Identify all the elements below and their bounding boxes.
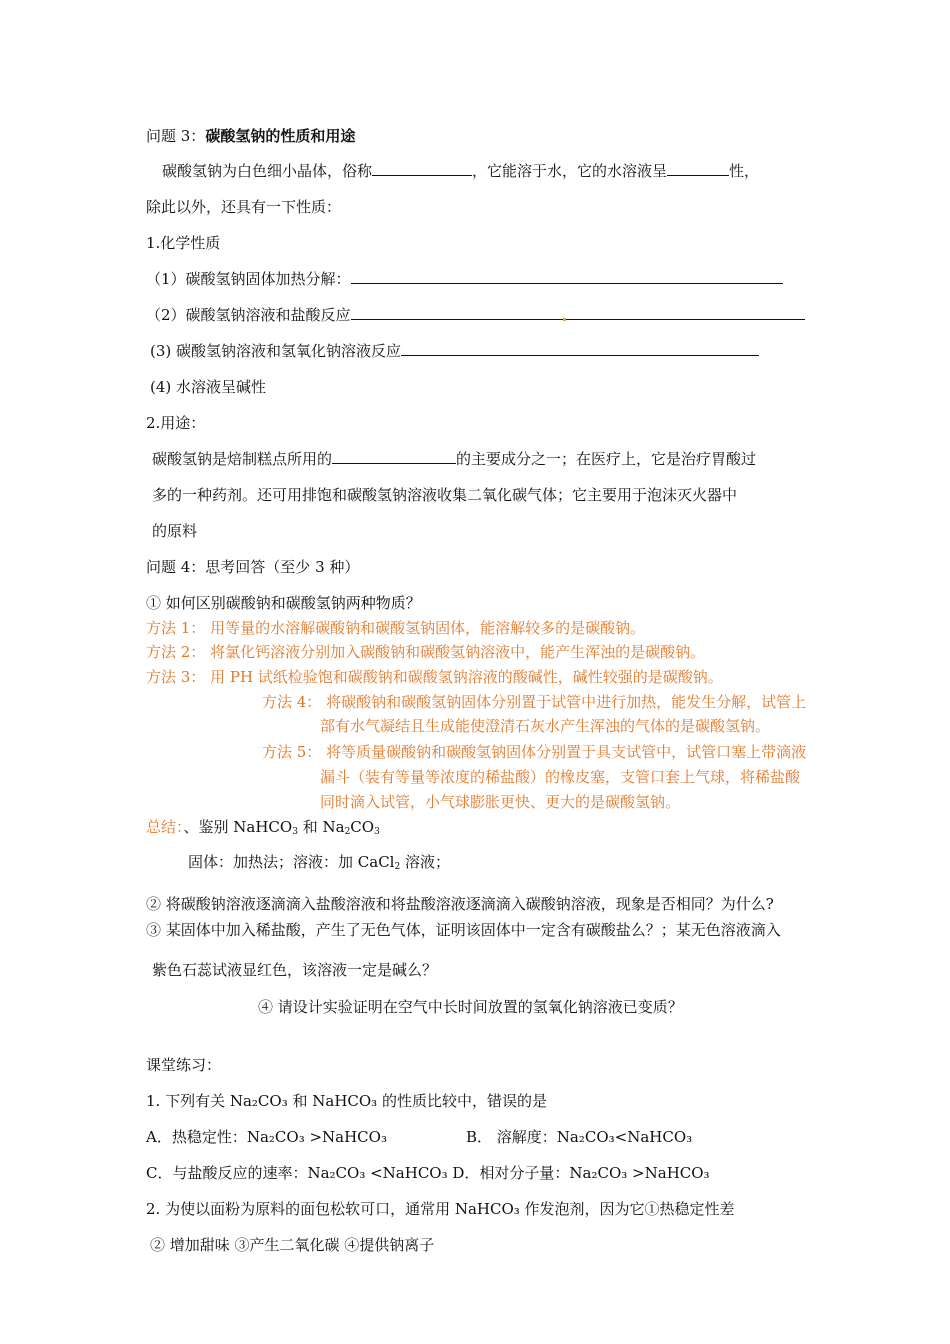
use-heading: 2.用途： bbox=[146, 414, 206, 432]
property-1-text: （1）碳酸氢钠固体加热分解： bbox=[146, 270, 351, 288]
chem-heading: 1.化学性质 bbox=[146, 234, 221, 252]
summary-sub-1: 3 bbox=[292, 827, 298, 837]
practice-q2: 2. 为使以面粉为原料的面包松软可口，通常用 NaHCO₃ 作发泡剂，因为它①热稳定性差 bbox=[146, 1200, 735, 1218]
q4-item-2: ② 将碳酸钠溶液逐滴滴入盐酸溶液和将盐酸溶液逐滴滴入碳酸钠溶液，现象是否相同？为什么? bbox=[146, 895, 774, 913]
q4-item-4: ④ 请设计实验证明在空气中长时间放置的氢氧化钠溶液已变质？ bbox=[258, 998, 683, 1016]
solid-sub: 2 bbox=[394, 862, 401, 872]
property-2 bbox=[146, 305, 805, 325]
summary-text-b: 和 Na bbox=[297, 818, 345, 836]
summary-label: 总结： bbox=[146, 818, 184, 836]
q4-item-3-line-1: ③ 某固体中加入稀盐酸，产生了无色气体，证明该固体中一定含有碳酸盐么？；某无色溶液滴入 bbox=[146, 921, 781, 939]
intro-text-a: 碳酸氢钠为白色细小晶体，俗称 bbox=[162, 162, 373, 180]
stray-mark bbox=[563, 318, 566, 321]
q3-prefix: 问题 3： bbox=[146, 127, 206, 145]
use-line-1 bbox=[152, 449, 756, 469]
summary-sub-3: 3 bbox=[374, 827, 380, 837]
blank-common-name[interactable] bbox=[372, 161, 472, 176]
q3-title: 碳酸氢钠的性质和用途 bbox=[205, 127, 356, 145]
summary-method bbox=[188, 852, 450, 872]
method-4-line-1: 方法 4： 将碳酸钠和碳酸氢钠固体分别置于试管中进行加热，能发生分解，试管上 bbox=[262, 693, 807, 711]
method-4-line-2: 部有水气凝结且生成能使澄清石灰水产生浑浊的气体的是碳酸氢钠。 bbox=[320, 717, 771, 735]
method-5-line-2: 漏斗（装有等量等浓度的稀盐酸）的橡皮塞，支管口套上气球，将稀盐酸 bbox=[320, 768, 801, 786]
property-4: (4) 水溶液呈碱性 bbox=[150, 378, 267, 396]
solid-text-a: 固体：加热法；溶液：加 CaCl bbox=[188, 853, 395, 871]
use-line-2: 多的一种药剂。还可用排饱和碳酸氢钠溶液收集二氧化碳气体；它主要用于泡沫灭火器中 bbox=[152, 486, 738, 504]
blank-solution-property[interactable] bbox=[667, 161, 729, 176]
q4-item-1: ① 如何区别碳酸钠和碳酸氢钠两种物质？ bbox=[146, 594, 421, 612]
practice-q1-option-b: B． 溶解度：Na₂CO₃<NaHCO₃ bbox=[466, 1128, 693, 1146]
intro-text-b: ，它能溶于水，它的水溶液呈 bbox=[472, 162, 668, 180]
summary bbox=[146, 817, 380, 837]
method-5-line-1: 方法 5： 将等质量碳酸钠和碳酸氢钠固体分别置于具支试管中，试管口塞上带滴液 bbox=[262, 743, 807, 761]
use-line-3: 的原料 bbox=[152, 522, 198, 540]
practice-q1-option-a: A．热稳定性：Na₂CO₃ >NaHCO₃ bbox=[146, 1128, 387, 1146]
summary-sub-2: 2 bbox=[344, 827, 351, 837]
property-3-text: (3) 碳酸氢钠溶液和氢氧化钠溶液反应 bbox=[150, 342, 402, 360]
blank-property-2[interactable] bbox=[351, 305, 805, 320]
practice-q1: 1. 下列有关 Na₂CO₃ 和 NaHCO₃ 的性质比较中，错误的是 bbox=[146, 1092, 547, 1110]
method-2: 方法 2： 将氯化钙溶液分别加入碳酸钠和碳酸氢钠溶液中，能产生浑浊的是碳酸钠。 bbox=[146, 643, 706, 661]
q3-intro2: 除此以外，还具有一下性质： bbox=[146, 198, 342, 216]
practice-q1-options-cd: C．与盐酸反应的速率：Na₂CO₃ <NaHCO₃ D．相对分子量：Na₂CO₃ >NaHCO₃ bbox=[146, 1164, 710, 1182]
summary-text-a: 、鉴别 NaHCO bbox=[183, 818, 293, 836]
intro-text-c: 性， bbox=[729, 162, 760, 180]
blank-use[interactable] bbox=[332, 449, 456, 464]
practice-q2-options: ② 增加甜味 ③产生二氧化碳 ④提供钠离子 bbox=[150, 1236, 435, 1254]
property-3 bbox=[150, 341, 759, 361]
blank-property-1[interactable] bbox=[351, 269, 783, 284]
q4-item-3-line-2: 紫色石蕊试液显红色，该溶液一定是碱么？ bbox=[152, 961, 438, 979]
use-text-b: 的主要成分之一；在医疗上，它是治疗胃酸过 bbox=[456, 450, 757, 468]
practice-title: 课堂练习： bbox=[146, 1056, 222, 1074]
property-1 bbox=[146, 269, 783, 289]
q4-title: 问题 4：思考回答（至少 3 种） bbox=[146, 558, 360, 576]
method-5-line-3: 同时滴入试管，小气球膨胀更快、更大的是碳酸氢钠。 bbox=[320, 793, 681, 811]
summary-text-c: CO bbox=[350, 818, 375, 836]
method-3: 方法 3： 用 PH 试纸检验饱和碳酸钠和碳酸氢钠溶液的酸碱性，碱性较强的是碳酸钠。 bbox=[146, 668, 723, 686]
blank-property-3[interactable] bbox=[401, 341, 759, 356]
solid-text-b: 溶液； bbox=[400, 853, 450, 871]
property-2-text: （2）碳酸氢钠溶液和盐酸反应 bbox=[146, 306, 351, 324]
method-1: 方法 1： 用等量的水溶解碳酸钠和碳酸氢钠固体，能溶解较多的是碳酸钠。 bbox=[146, 619, 646, 637]
q3-intro bbox=[162, 161, 759, 181]
q3-heading bbox=[146, 126, 355, 146]
use-text-a: 碳酸氢钠是焙制糕点所用的 bbox=[152, 450, 333, 468]
